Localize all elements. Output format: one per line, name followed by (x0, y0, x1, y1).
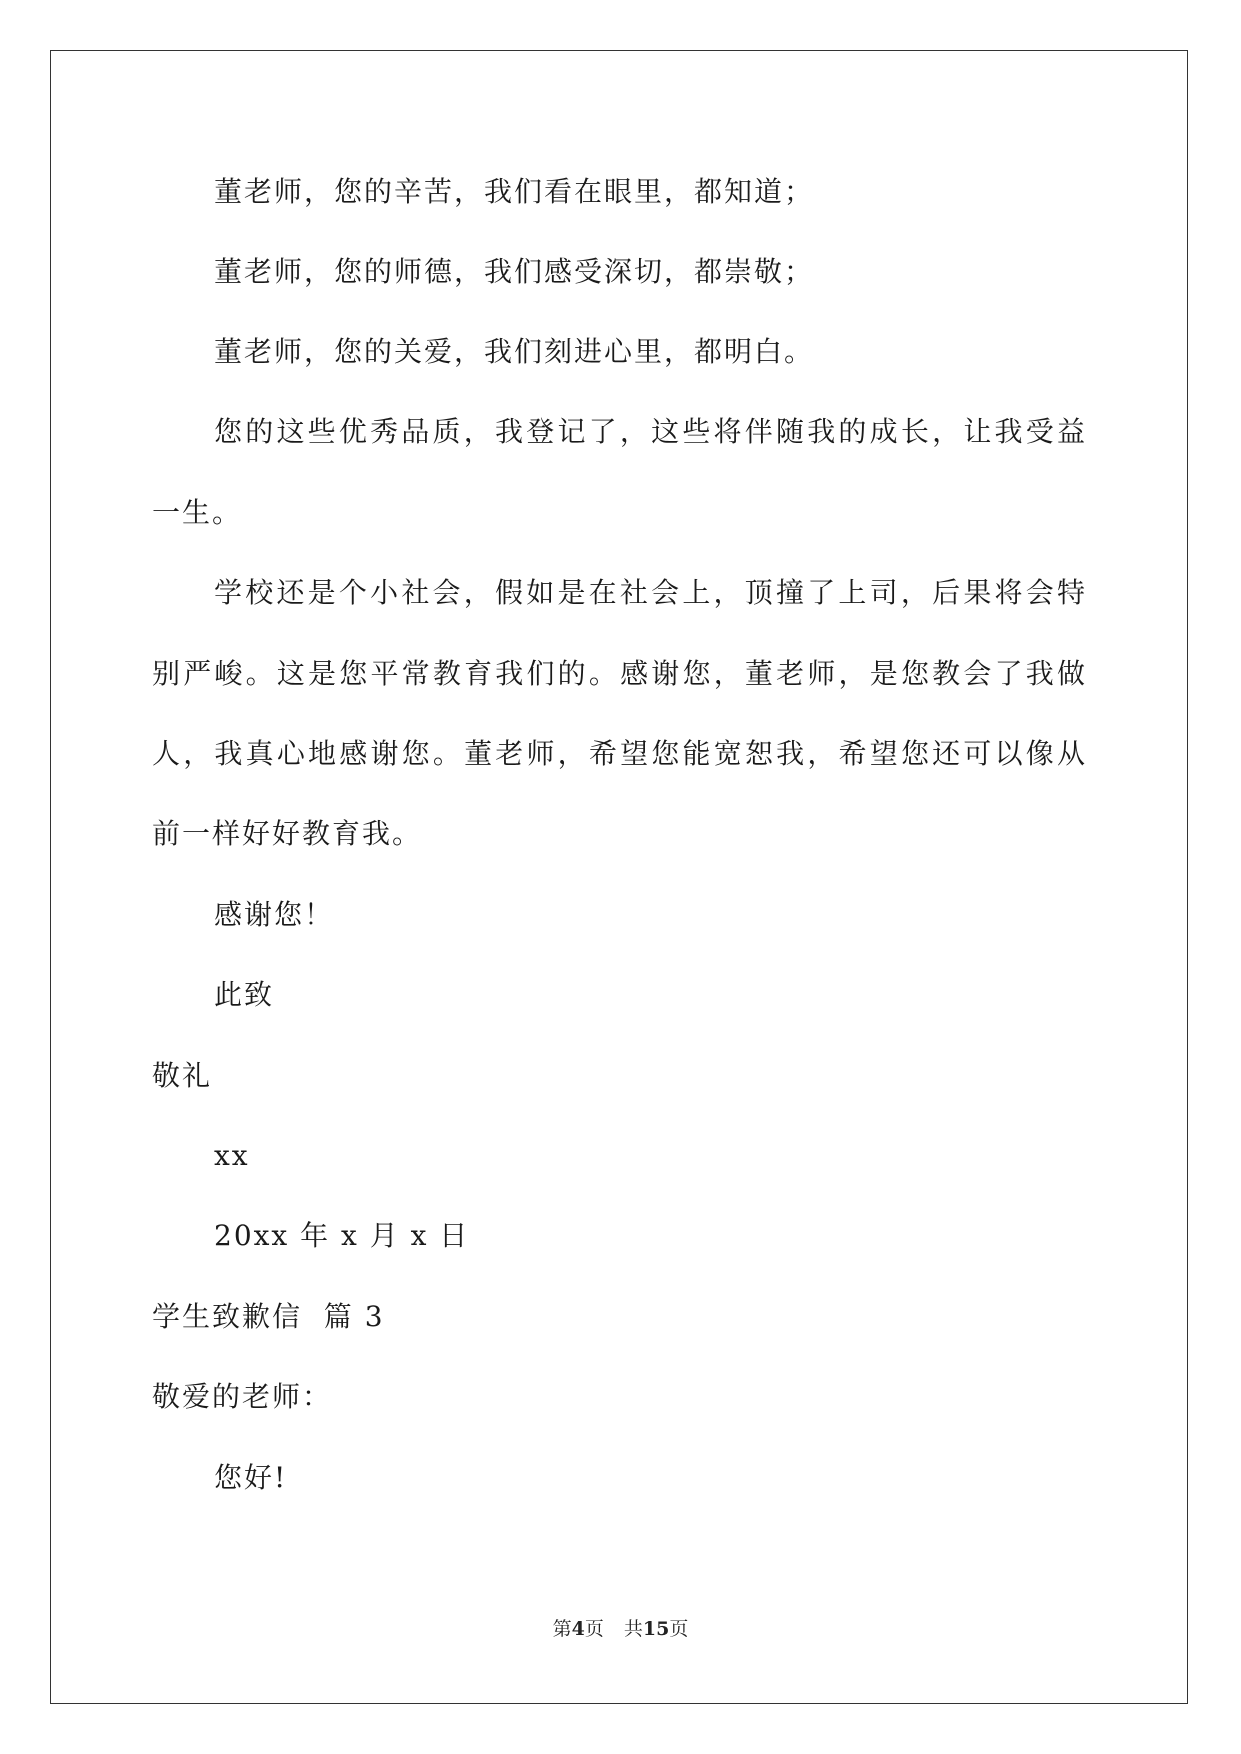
text-line: 感谢您！ (214, 898, 335, 931)
text-line: 一生。 (152, 496, 243, 529)
text-line: 敬礼 (152, 1059, 213, 1092)
section-heading: 学生致歉信 篇 3 (152, 1300, 385, 1333)
text-line: 您好! (214, 1461, 288, 1494)
text-line: 敬爱的老师： (152, 1380, 333, 1413)
footer-total-suffix: 页 (669, 1618, 689, 1640)
date-line: 20xx 年 x 月 x 日 (214, 1219, 470, 1252)
text-line: 董老师，您的辛苦，我们看在眼里，都知道； (214, 175, 815, 208)
text-line: xx (214, 1139, 250, 1172)
footer-page-word: 页 (584, 1618, 604, 1640)
text-line: 此致 (214, 978, 275, 1011)
text-line: 别严峻。这是您平常教育我们的。感谢您，董老师，是您教会了我做 (152, 657, 1085, 690)
text-line: 董老师，您的师德，我们感受深切，都崇敬； (214, 255, 815, 288)
footer-total-prefix: 共 (623, 1618, 643, 1640)
total-page-number: 15 (642, 1618, 670, 1640)
page-frame (50, 50, 1188, 1704)
text-line: 学校还是个小社会，假如是在社会上，顶撞了上司，后果将会特 (214, 576, 1085, 609)
page-footer (0, 1616, 1241, 1642)
current-page-number: 4 (571, 1618, 585, 1640)
text-line: 人，我真心地感谢您。董老师，希望您能宽恕我，希望您还可以像从 (152, 737, 1085, 770)
footer-prefix: 第 (552, 1618, 572, 1640)
text-line: 您的这些优秀品质，我登记了，这些将伴随我的成长，让我受益 (214, 415, 1085, 448)
text-line: 前一样好好教育我。 (152, 817, 423, 850)
text-line: 董老师，您的关爱，我们刻进心里，都明白。 (214, 335, 815, 368)
